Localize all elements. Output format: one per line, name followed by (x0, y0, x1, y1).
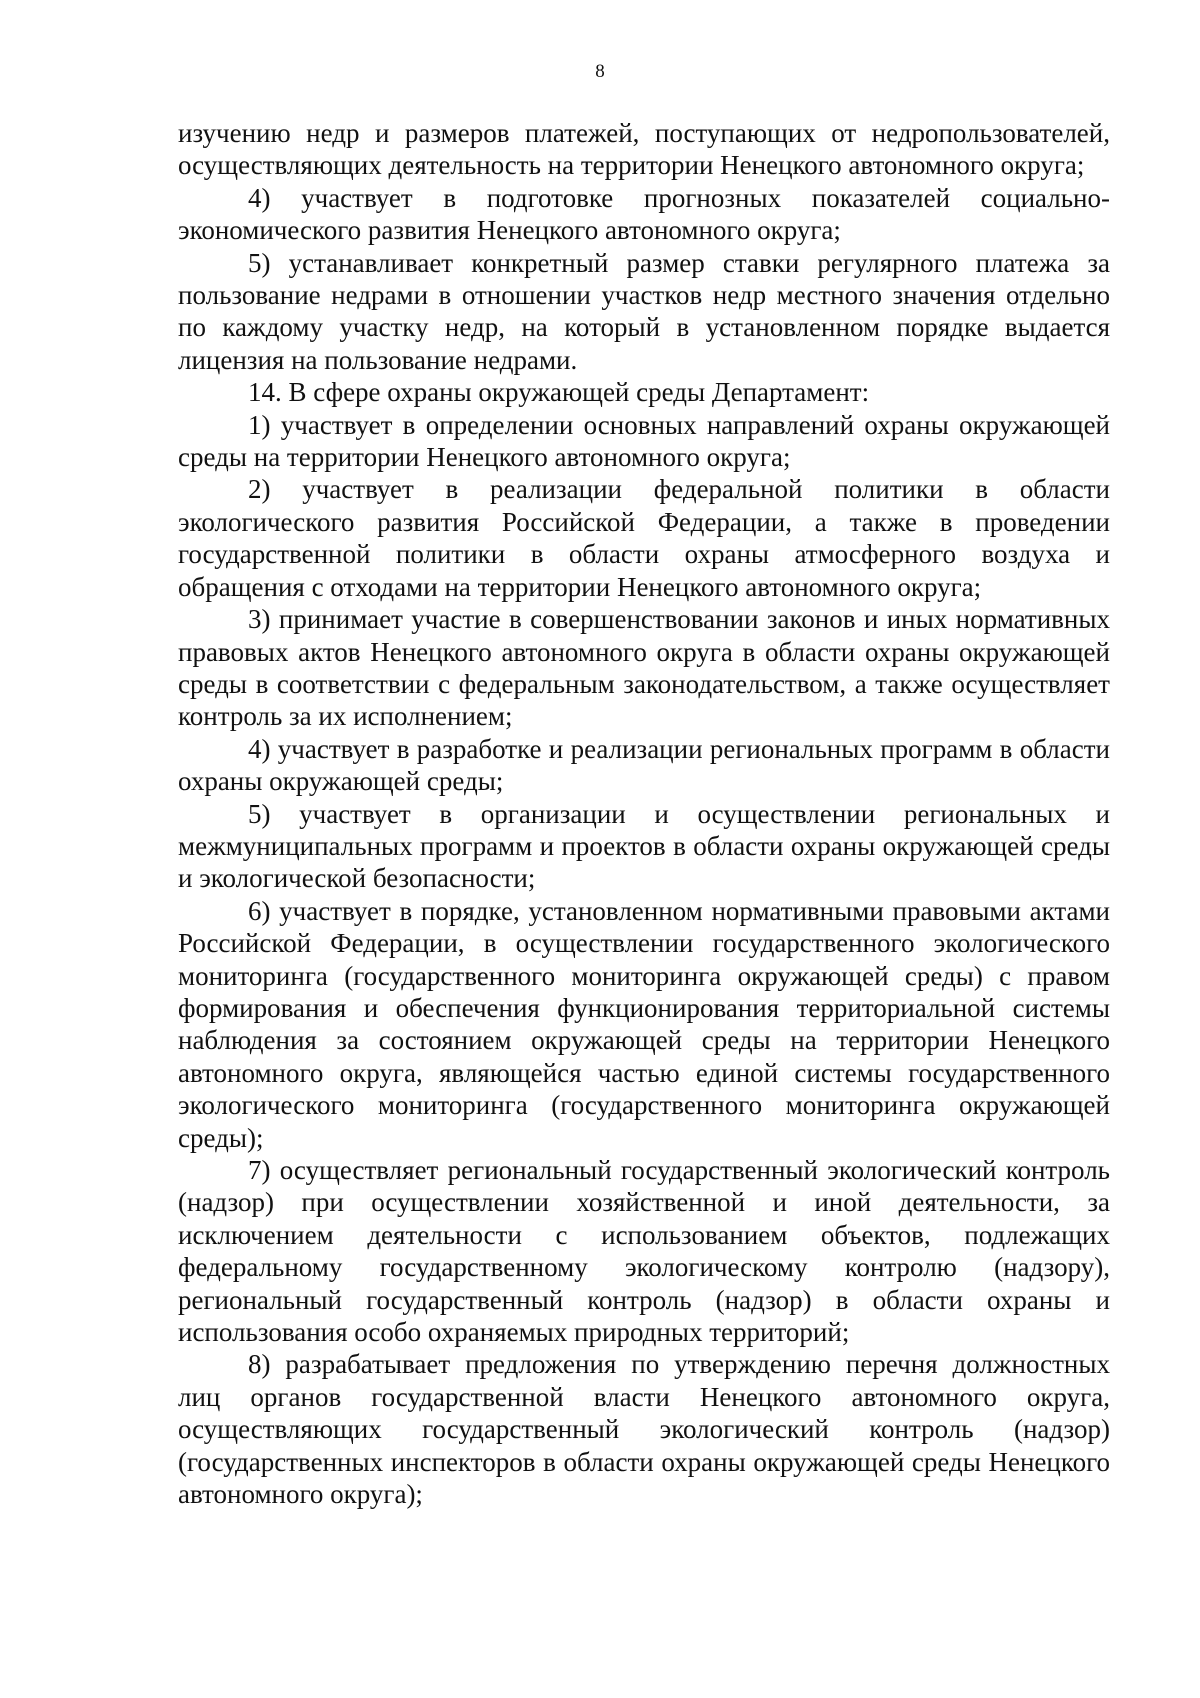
paragraph-continuation: изучению недр и размеров платежей, поступающих от недропользователей, осуществляющих деятельность на территории Ненецкого автономного округа; (178, 118, 1110, 181)
paragraph-item-4-forecast: 4) участвует в подготовке прогнозных показателей социально-экономического развития Ненецкого автономного округа; (178, 182, 1110, 246)
paragraph-item-1-directions: 1) участвует в определении основных направлений охраны окружающей среды на территории Ненецкого автономного округа; (178, 409, 1110, 473)
paragraph-item-6-monitoring: 6) участвует в порядке, установленном нормативными правовыми актами Российской Федерации, в осуществлении государственного экологического мониторинга (государственного мониторинга окружающей среды) с правом формирования и обеспечения функционирования территориальной системы наблюдения за состоянием окружающей среды на территории Ненецкого автономного округа, являющейся частью единой системы государственного экологического мониторинга (государственного мониторинга окружающей среды); (178, 895, 1110, 1153)
paragraph-item-2-federal-policy: 2) участвует в реализации федеральной политики в области экологического развития Российской Федерации, а также в проведении государственной политики в области охраны атмосферного воздуха и обращения с отходами на территории Ненецкого автономного округа; (178, 474, 1110, 602)
paragraph-item-4-programs: 4) участвует в разработке и реализации региональных программ в области охраны окружающей среды; (178, 733, 1110, 797)
document-body (178, 117, 1110, 1510)
paragraph-item-8-officials: 8) разрабатывает предложения по утверждению перечня должностных лиц органов государственной власти Ненецкого автономного округа, осуществляющих государственный экологический контроль (надзор) (государственных инспекторов в области охраны окружающей среды Ненецкого автономного округа); (178, 1349, 1110, 1510)
paragraph-item-7-control: 7) осуществляет региональный государственный экологический контроль (надзор) при осуществлении хозяйственной и иной деятельности, за исключением деятельности с использованием объектов, подлежащих федеральному государственному экологическому контролю (надзору), региональный государственный контроль (надзор) в области охраны и использования особо охраняемых природных территорий; (178, 1155, 1110, 1348)
paragraph-item-5-projects: 5) участвует в организации и осуществлении региональных и межмуниципальных программ и проектов в области охраны окружающей среды и экологической безопасности; (178, 798, 1110, 894)
paragraph-item-3-legislation: 3) принимает участие в совершенствовании законов и иных нормативных правовых актов Ненецкого автономного округа в области охраны окружающей среды в соответствии с федеральным законодательством, а также осуществляет контроль за их исполнением; (178, 604, 1110, 732)
page-number: 8 (595, 61, 605, 82)
section-heading-14: 14. В сфере охраны окружающей среды Департамент: (248, 377, 870, 408)
paragraph-item-5-payment-rate: 5) устанавливает конкретный размер ставки регулярного платежа за пользование недрами в отношении участков недр местного значения отдельно по каждому участку недр, на который в установленном порядке выдается лицензия на пользование недрами. (178, 247, 1110, 375)
